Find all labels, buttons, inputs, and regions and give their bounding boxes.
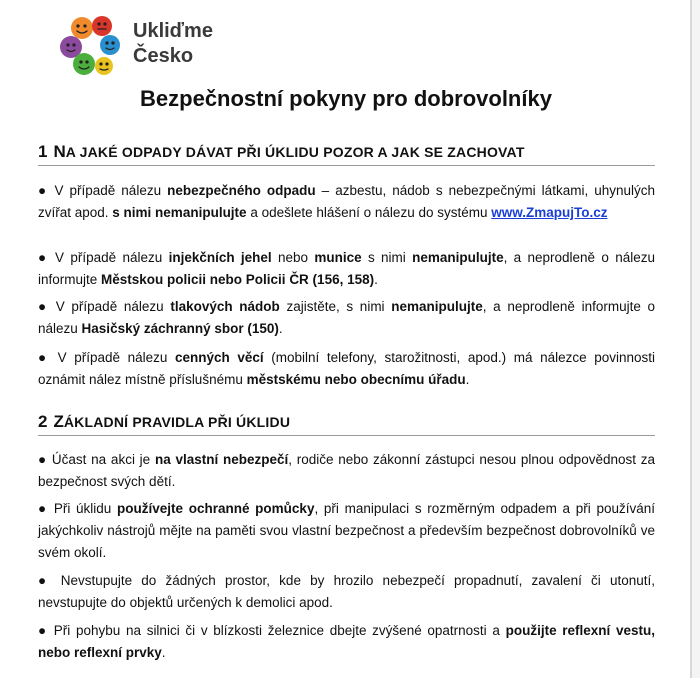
emphasis-text: používejte ochranné pomůcky bbox=[117, 501, 315, 516]
body-text: , a neprodleně informujte o nálezu bbox=[38, 299, 656, 336]
body-text: V případě nálezu bbox=[49, 299, 171, 314]
paragraph-valuables bbox=[38, 347, 655, 391]
section-number: 1 bbox=[38, 142, 48, 161]
section-number: 2 bbox=[38, 412, 48, 431]
emphasis-text: Městskou policii nebo Policii ČR (156, 158) bbox=[101, 272, 375, 287]
emphasis-text: tlakových nádob bbox=[170, 299, 280, 314]
ukliďme-česko-logo-icon bbox=[58, 14, 122, 78]
paragraph-protective-gear bbox=[38, 498, 655, 564]
body-text: , a neprodleně o nálezu informujte bbox=[38, 250, 655, 287]
bullet: ● bbox=[38, 452, 48, 467]
body-text: a odešlete hlášení o nálezu do systému bbox=[246, 205, 492, 220]
emphasis-text: nemanipulujte bbox=[412, 250, 504, 265]
logo-face-red bbox=[92, 16, 112, 36]
logo-face-orange bbox=[71, 17, 93, 39]
body-text: . bbox=[374, 272, 378, 287]
paragraph-dangerous-areas bbox=[38, 570, 655, 614]
page-edge-shadow bbox=[692, 0, 700, 678]
paragraph-needles-munitions bbox=[38, 247, 655, 291]
section-1-heading bbox=[38, 142, 655, 166]
body-text: V případě nálezu bbox=[48, 183, 168, 198]
section-heading-text: ÁKLADNÍ PRAVIDLA PŘI ÚKLIDU bbox=[63, 414, 291, 430]
section-heading-text: A JAKÉ ODPADY DÁVAT PŘI ÚKLIDU POZOR A JAK SE ZACHOVAT bbox=[65, 144, 525, 160]
emphasis-text: munice bbox=[314, 250, 362, 265]
bullet: ● bbox=[38, 250, 49, 265]
body-text: s nimi bbox=[361, 250, 413, 265]
bullet: ● bbox=[38, 501, 49, 516]
emphasis-text: městskému nebo obecnímu úřadu bbox=[246, 372, 466, 387]
body-text: nebo bbox=[271, 250, 315, 265]
section-first-letter: N bbox=[53, 142, 66, 161]
body-text: . bbox=[465, 372, 470, 387]
body-text: Nevstupujte do žádných prostor, kde by hrozilo nebezpečí propadnutí, zavalení či utonutí, nevstupujte do objektů určených k demolici apod. bbox=[38, 573, 655, 610]
body-text: (mobilní telefony, starožitnosti, apod.) má nálezce povinnosti oznámit nález místně příslušnému bbox=[38, 350, 656, 387]
emphasis-text: použijte reflexní vestu, nebo reflexní prvky bbox=[38, 623, 655, 660]
brand-name bbox=[133, 19, 213, 69]
emphasis-text: injekčních jehel bbox=[168, 250, 272, 265]
section-first-letter: Z bbox=[53, 412, 64, 431]
section-2-heading bbox=[38, 412, 655, 436]
body-text: – azbestu, nádob s nebezpečnými látkami, uhynulých zvířat apod. bbox=[38, 183, 656, 220]
body-text: . bbox=[278, 321, 283, 336]
emphasis-text: cenných věcí bbox=[175, 350, 264, 365]
page-title: Bezpečnostní pokyny pro dobrovolníky bbox=[140, 86, 552, 111]
paragraph-own-risk bbox=[38, 449, 655, 493]
body-text: Účast na akci je bbox=[47, 452, 155, 467]
emphasis-text: nebezpečného odpadu bbox=[167, 183, 316, 198]
emphasis-text: nemanipulujte bbox=[391, 299, 483, 314]
logo-face-yellow bbox=[95, 57, 113, 75]
bullet: ● bbox=[38, 299, 50, 314]
emphasis-text: na vlastní nebezpečí bbox=[154, 452, 289, 467]
paragraph-hazardous-waste bbox=[38, 180, 655, 224]
body-text: Při úklidu bbox=[48, 501, 117, 516]
body-text: , při manipulaci s rozměrným odpadem a při používání jakýchkoliv nástrojů mějte na paměti svou vlastní bezpečnost a především bezpečnost dobrovolníků ve svém okolí. bbox=[38, 501, 655, 560]
paragraph-pressure-vessels bbox=[38, 296, 655, 340]
emphasis-text: s nimi nemanipulujte bbox=[112, 205, 247, 220]
bullet: ● bbox=[38, 350, 51, 365]
body-text: V případě nálezu bbox=[48, 250, 169, 265]
bullet: ● bbox=[38, 623, 49, 638]
body-text: zajistěte, s nimi bbox=[279, 299, 392, 314]
zmapujto-link[interactable]: www.ZmapujTo.cz bbox=[491, 205, 608, 220]
body-text: . bbox=[161, 645, 166, 660]
logo-face-green bbox=[73, 53, 95, 75]
logo-face-blue bbox=[100, 35, 120, 55]
paragraph-reflective-vest bbox=[38, 620, 655, 664]
brand-line-2: Česko bbox=[133, 45, 194, 67]
bullet: ● bbox=[38, 573, 52, 588]
brand-line-1: Ukliďme bbox=[133, 20, 213, 42]
body-text: V případě nálezu bbox=[50, 350, 175, 365]
body-text: , rodiče nebo zákonní zástupci nesou plnou odpovědnost za bezpečnost svých dětí. bbox=[38, 452, 655, 489]
emphasis-text: Hasičský záchranný sbor (150) bbox=[81, 321, 279, 336]
bullet: ● bbox=[38, 183, 49, 198]
body-text: Při pohybu na silnici či v blízkosti železnice dbejte zvýšené opatrnosti a bbox=[48, 623, 506, 638]
